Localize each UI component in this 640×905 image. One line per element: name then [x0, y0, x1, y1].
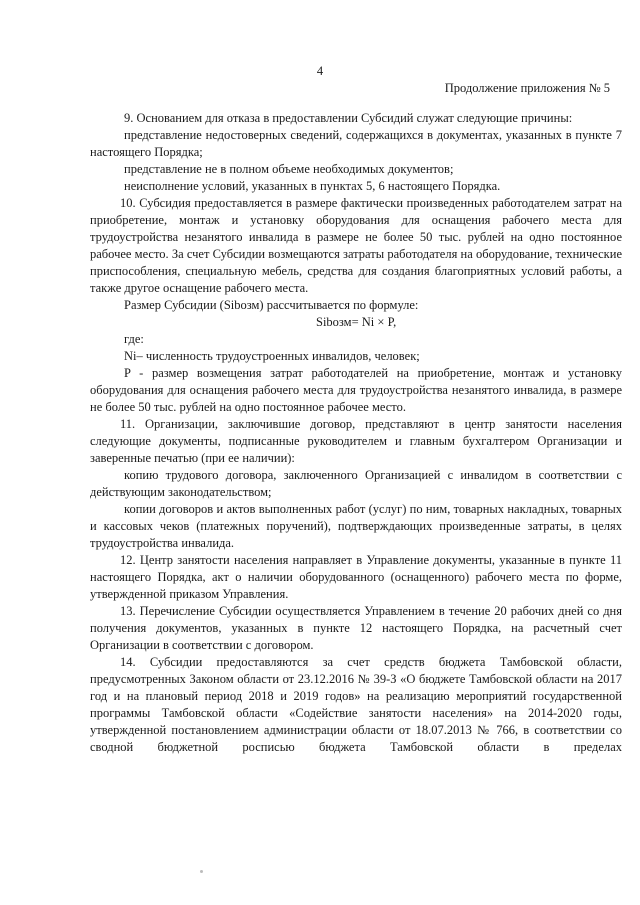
paragraph-13: 13. Перечисление Субсидии осуществляется Управлением в течение 20 рабочих дней со дня получения документов, указанных в пункте 12 настоящего Порядка, на расчетный счет Организации в соответствии с договором. — [90, 604, 622, 652]
paragraph-10-formula-intro: Размер Субсидии (Sibозм) рассчитывается по формуле: — [124, 298, 419, 312]
formula-ni-definition: Ni– численность трудоустроенных инвалидов, человек; — [124, 349, 420, 363]
paragraph-11-item-2: копии договоров и актов выполненных работ (услуг) по ним, товарных накладных, товарных и кассовых чеков (платежных поручений), подтверждающих произведенные затраты, в целях трудоустройства инвалида. — [90, 502, 622, 550]
page-number: 4 — [316, 64, 324, 78]
paragraph-12: 12. Центр занятости населения направляет в Управление документы, указанные в пункте 11 настоящего Порядка, акт о наличии оборудованного (оснащенного) рабочего места по форме, утвержденной приказом Управления. — [90, 553, 622, 601]
paragraph-11: 11. Организации, заключившие договор, представляют в центр занятости населения следующие документы, подписанные руководителем и главным бухгалтером Организации и заверенные печатью (при ее наличии): — [90, 417, 622, 465]
formula-where: где: — [124, 332, 144, 346]
scan-speck — [200, 870, 203, 873]
formula-p-definition: P - размер возмещения затрат работодателей на приобретение, монтаж и установку оборудования для оснащения рабочего места для трудоустройства незанятого инвалида, в размере не более 50 тыс. рублей на одно постоянное рабочее место. — [90, 366, 622, 414]
paragraph-9-item-1: представление недостоверных сведений, содержащихся в документах, указанных в пункте 7 настоящего Порядка; — [90, 128, 622, 159]
paragraph-9-item-3: неисполнение условий, указанных в пунктах 5, 6 настоящего Порядка. — [124, 179, 501, 193]
paragraph-10: 10. Субсидия предоставляется в размере фактически произведенных работодателем затрат на приобретение, монтаж и установку оборудования для оснащения рабочего места для трудоустройства незанятого инвалида в размере не более 50 тыс. рублей на одно постоянное рабочее место. За счет Субсидии возмещаются затраты работодателя на оборудование, технические приспособления, специальную мебель, средства для создания благоприятных условий работы, а также другое оснащение рабочего места. — [90, 196, 622, 295]
subsidy-formula: Sibозм= Ni × P, — [316, 315, 397, 329]
paragraph-14: 14. Субсидии предоставляются за счет средств бюджета Тамбовской области, предусмотренных Законом области от 23.12.2016 № 39-З «О бюджете Тамбовской области на 2017 год и на плановый период 2018 и 2019 годов» на реализацию мероприятий государственной программы Тамбовской области «Содействие занятости населения» на 2014-2020 годы, утвержденной постановлением администрации области от 18.07.2013 № 766, в соответствии со сводной бюджетной росписью бюджета Тамбовской области в пределах — [90, 655, 622, 754]
paragraph-9-item-2: представление не в полном объеме необходимых документов; — [124, 162, 454, 176]
paragraph-9: 9. Основанием для отказа в предоставлении Субсидий служат следующие причины: — [124, 111, 573, 125]
continuation-header: Продолжение приложения № 5 — [444, 81, 610, 95]
paragraph-11-item-1: копию трудового договора, заключенного Организацией с инвалидом в соответствии с действующим законодательством; — [90, 468, 622, 499]
document-body — [90, 110, 622, 756]
